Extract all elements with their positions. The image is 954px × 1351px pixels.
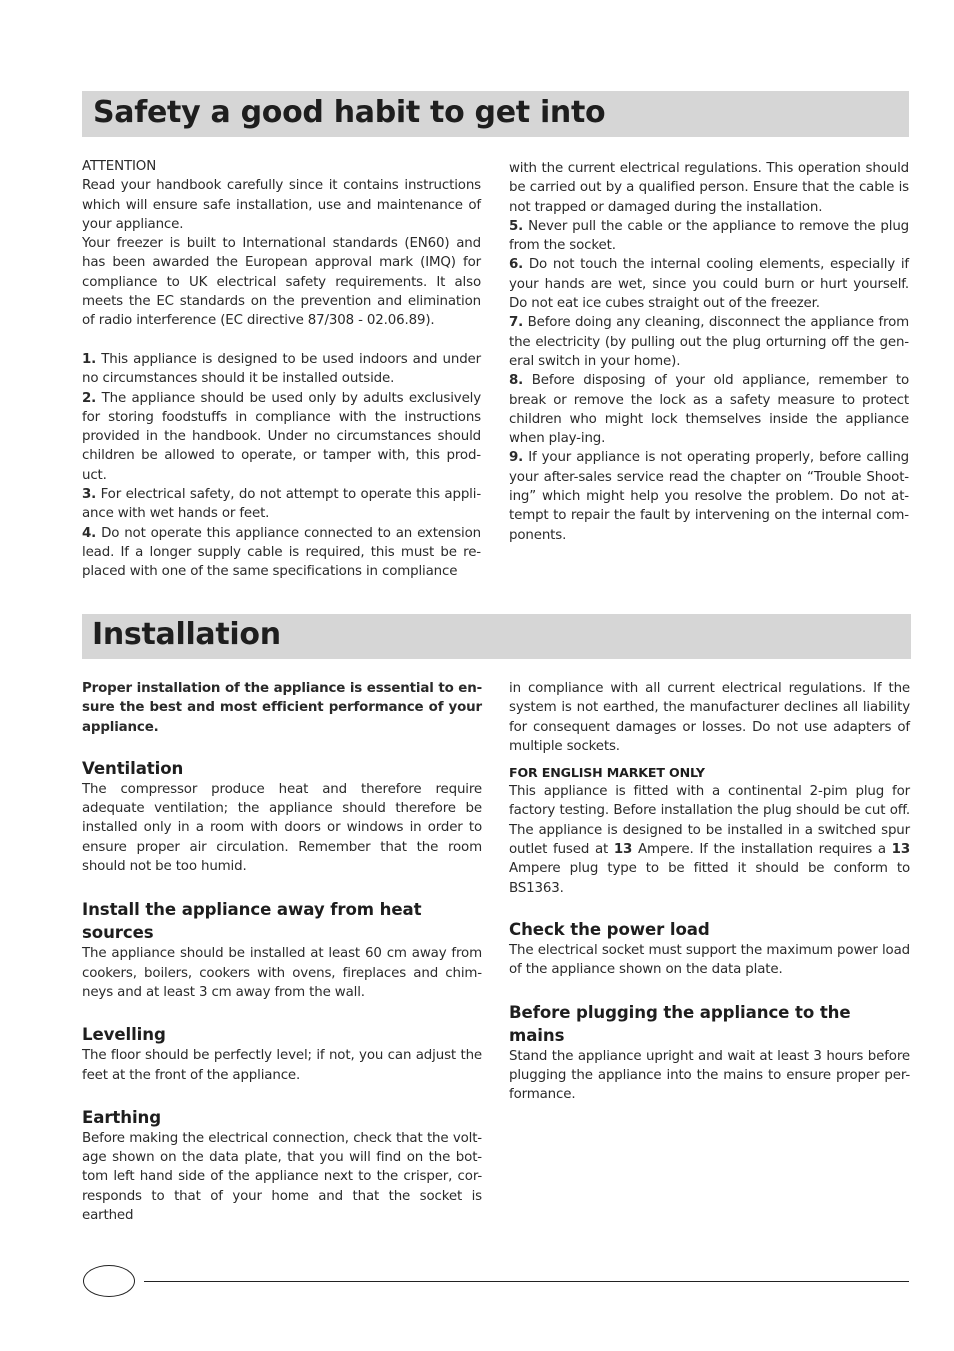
installation-right-column — [509, 679, 910, 1104]
plugging-heading: Before plugging the appliance to the mains — [509, 1002, 851, 1045]
ventilation-heading: Ventilation — [82, 758, 184, 778]
safety-item: 9. If your appliance is not operating properly, before calling your after-sales service read the chapter on “Trouble Shoot-ing” which might help you resolve the problem. Do not at-tempt to repair the fault by intervening on the internal com-ponents. — [509, 450, 910, 543]
safety-intro-2: Your freezer is built to International standards (EN60) and has been awarded the European approval mark (IMQ) for compliance to UK electrical safety requirements. It also meets the EC standards on the prevention and elimination of radio interference (EC directive 87/308 - 02.06.89). — [82, 236, 481, 329]
ventilation-body: The compressor produce heat and therefore require adequate ventilation; the appliance should therefore be installed only in a room with doors or windows in order to ensure proper air circulation. Remember that the room should not be too humid. — [82, 781, 482, 875]
safety-right-column — [509, 159, 909, 545]
safety-item: 7. Before doing any cleaning, disconnect the appliance from the electricity (by pulling out the plug orturning off the gen-eral switch in your home). — [509, 315, 910, 369]
attention-label: ATTENTION — [82, 159, 157, 174]
safety-item: 6. Do not touch the internal cooling elements, especially if your hands are wet, since you could burn or hurt yourself. Do not eat ice cubes straight out of the freezer. — [509, 257, 909, 312]
earthing-body: Before making the electrical connection, check that the volt-age shown on the data plate, that you will find on the bot-tom left hand side of the appliance next to the crisper, cor-responds to that of your home and that the socket is earthed — [82, 1130, 482, 1224]
safety-intro-1: Read your handbook carefully since it contains instructions which will ensure safe installation, use and maintenance of your appliance. — [82, 178, 481, 232]
safety-left-column — [82, 157, 481, 582]
safety-item: 5. Never pull the cable or the appliance to remove the plug from the socket. — [509, 218, 910, 254]
power-load-body: The electrical socket must support the maximum power load of the appliance shown on the data plate. — [509, 942, 910, 978]
footer-rule — [144, 1281, 909, 1282]
safety-item: 2. The appliance should be used only by adults exclusively for storing foodstuffs in compliance with the instructions provided in the handbook. Under no circumstances should children be allowed to operate, or tamper with, this prod-uct. — [82, 390, 482, 483]
heat-heading: Install the appliance away from heat sources — [82, 900, 422, 943]
installation-left-column — [82, 679, 482, 1225]
earthing-body-continued: in compliance with all current electrical regulations. If the system is not earthed, the manufacturer declines all liability for consequent damages or losses. Do not use adapters of multiple sockets. — [509, 681, 910, 754]
english-market-body: This appliance is fitted with a continental 2-pim plug for factory testing. Before installation the plug should be cut off. The appliance is designed to be installed in a switched spur outlet fused at 13 Ampere. If the installation requires a 13 Ampere plug type to be fitted it should be conform to BS1363. — [509, 784, 910, 896]
installation-title: Installation — [92, 617, 281, 652]
installation-banner — [82, 614, 911, 659]
power-load-heading: Check the power load — [509, 919, 710, 939]
english-market-heading: FOR ENGLISH MARKET ONLY — [509, 765, 705, 781]
installation-intro: Proper installation of the appliance is essential to en-sure the best and most efficient performance of your appliance. — [82, 681, 482, 735]
safety-item: 3. For electrical safety, do not attempt to operate this appli-ance with wet hands or feet. — [82, 487, 482, 522]
safety-item-continued: with the current electrical regulations. This operation should be carried out by a qualified person. Ensure that the cable is not trapped or damaged during the installation. — [509, 161, 909, 215]
safety-item: 4. Do not operate this appliance connected to an extension lead. If a longer supply cable is required, this must be re-placed with one of the same specifications in compliance — [82, 525, 482, 580]
earthing-heading: Earthing — [82, 1107, 162, 1127]
plugging-body: Stand the appliance upright and wait at least 3 hours before plugging the appliance into the mains to ensure proper per-formance. — [509, 1048, 910, 1103]
safety-banner — [82, 91, 909, 137]
levelling-heading: Levelling — [82, 1025, 166, 1045]
page-number-badge — [83, 1265, 135, 1297]
safety-item: 8. Before disposing of your old appliance, remember to break or remove the lock as a safety measure to protect children who might lock themselves inside the appliance when play-ing. — [509, 373, 910, 447]
heat-body: The appliance should be installed at least 60 cm away from cookers, boilers, cookers with ovens, fireplaces and chim-neys and at least 3 cm away from the wall. — [82, 946, 482, 1000]
safety-item: 1. This appliance is designed to be used indoors and under no circumstances should it be installed outside. — [82, 351, 482, 387]
levelling-body: The floor should be perfectly level; if not, you can adjust the feet at the front of the appliance. — [82, 1048, 482, 1083]
safety-title: Safety a good habit to get into — [93, 95, 606, 130]
